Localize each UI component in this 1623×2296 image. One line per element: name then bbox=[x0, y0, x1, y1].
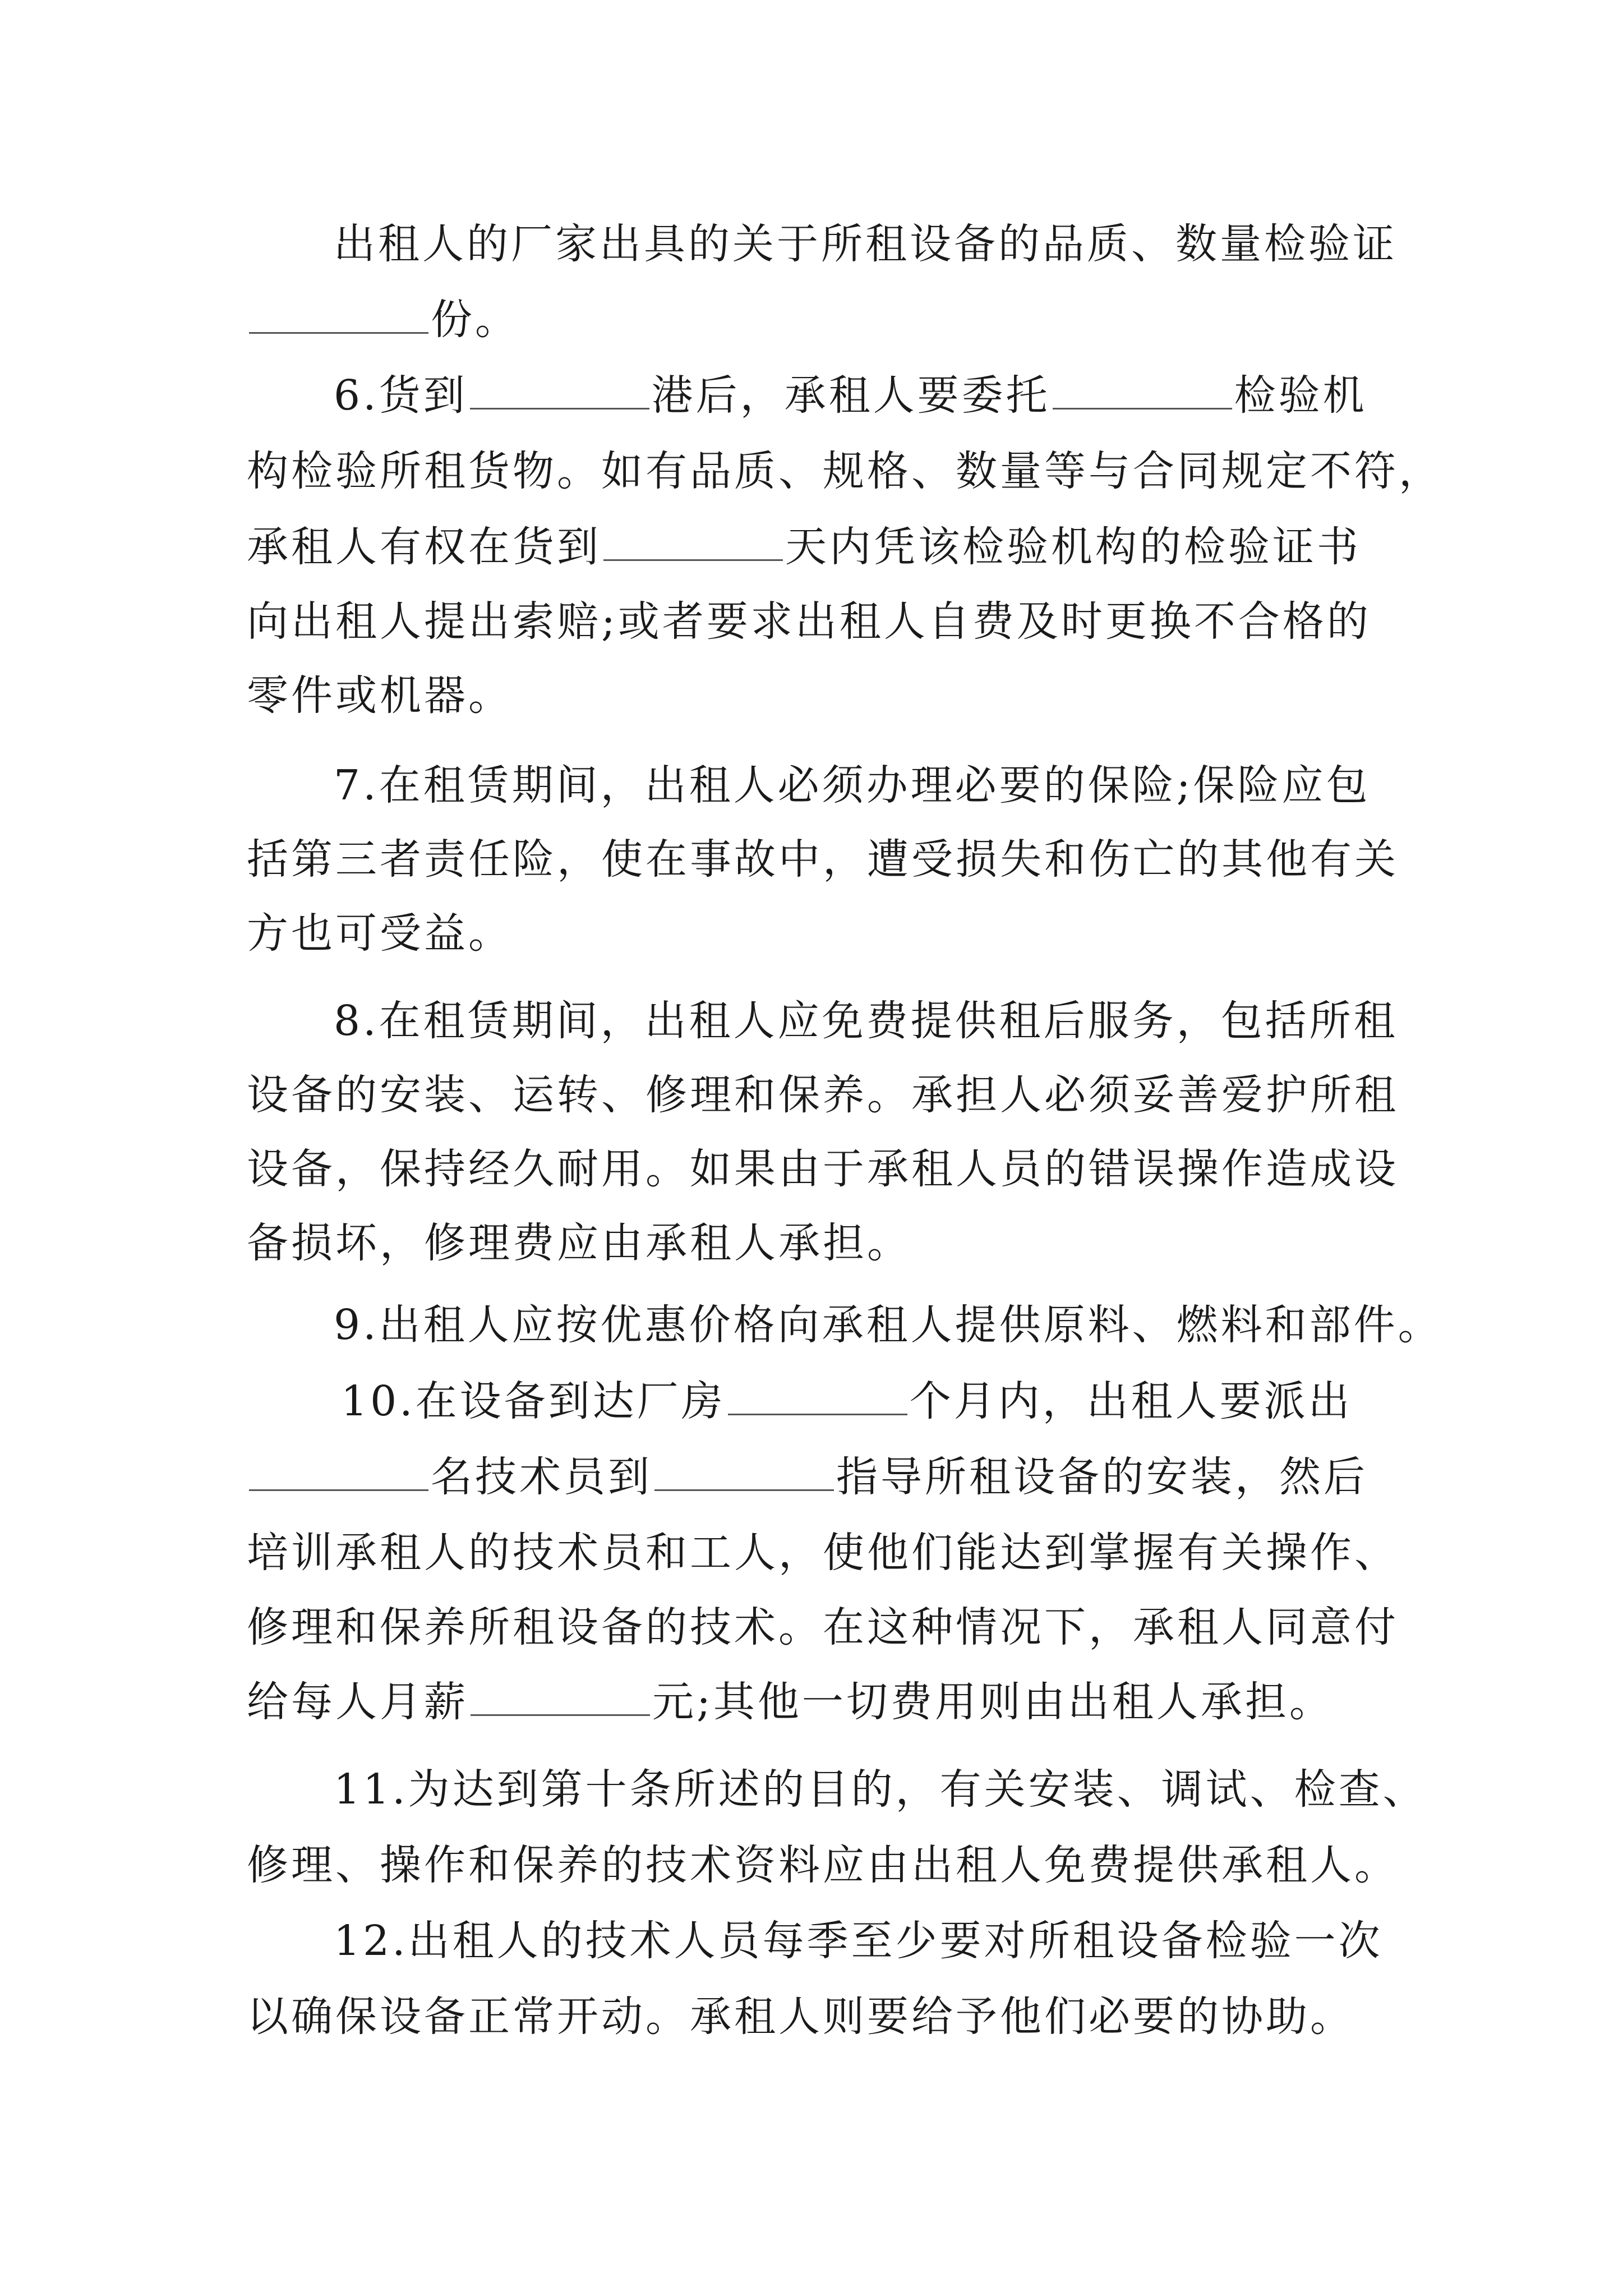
text-line bbox=[247, 1599, 1399, 1655]
text-line bbox=[247, 1215, 1385, 1271]
text-line bbox=[247, 519, 1385, 575]
text-line bbox=[247, 1674, 1385, 1730]
text-segment: 8.在租赁期间，出租人应免费提供租后服务，包括所租 bbox=[334, 997, 1398, 1045]
text-line bbox=[247, 1449, 1385, 1505]
text-line bbox=[334, 757, 1388, 813]
text-line bbox=[334, 993, 1398, 1049]
text-line bbox=[247, 831, 1399, 887]
fill-in-blank bbox=[470, 369, 649, 409]
text-line bbox=[247, 1837, 1399, 1893]
text-segment: 承租人有权在货到 bbox=[247, 523, 601, 571]
text-segment: 修理、操作和保养的技术资料应由出租人免费提供承租人。 bbox=[247, 1841, 1399, 1889]
fill-in-blank bbox=[1053, 369, 1232, 409]
fill-in-blank bbox=[728, 1374, 907, 1415]
text-line bbox=[247, 1989, 1385, 2045]
text-segment: 元;其他一切费用则由出租人承担。 bbox=[652, 1678, 1334, 1726]
text-segment: 零件或机器。 bbox=[247, 671, 513, 720]
text-line bbox=[341, 1373, 1390, 1429]
text-line bbox=[247, 668, 1385, 724]
fill-in-blank bbox=[654, 1450, 834, 1491]
text-segment: 设备，保持经久耐用。如果由于承租人员的错误操作造成设 bbox=[247, 1145, 1399, 1193]
fill-in-blank bbox=[603, 520, 783, 561]
text-segment: 检验机 bbox=[1234, 371, 1367, 420]
text-line bbox=[334, 1913, 1388, 1969]
text-segment: 备损坏，修理费应由承租人承担。 bbox=[247, 1219, 911, 1267]
text-segment: 出租人的厂家出具的关于所租设备的品质、数量检验证 bbox=[334, 220, 1397, 268]
text-segment: 6.货到 bbox=[334, 371, 468, 420]
fill-in-blank bbox=[249, 1450, 428, 1491]
text-line bbox=[247, 1525, 1399, 1581]
text-segment: 方也可受益。 bbox=[247, 909, 513, 958]
text-line bbox=[247, 1067, 1399, 1123]
text-segment: 名技术员到 bbox=[431, 1453, 652, 1501]
text-line bbox=[247, 292, 1385, 348]
text-segment: 份。 bbox=[431, 296, 519, 344]
text-segment: 括第三者责任险，使在事故中，遭受损失和伤亡的其他有关 bbox=[247, 835, 1399, 884]
text-line bbox=[247, 593, 1385, 650]
text-segment: 港后，承租人要委托 bbox=[651, 371, 1050, 420]
text-segment: 设备的安装、运转、修理和保养。承担人必须妥善爱护所租 bbox=[247, 1071, 1399, 1119]
text-segment: 修理和保养所租设备的技术。在这种情况下，承租人同意付 bbox=[247, 1603, 1399, 1651]
text-line bbox=[247, 443, 1443, 499]
text-segment: 12.出租人的技术人员每季至少要对所租设备检验一次 bbox=[334, 1917, 1383, 1965]
text-segment: 构检验所租货物。如有品质、规格、数量等与合同规定不符， bbox=[247, 447, 1443, 495]
text-segment: 向出租人提出索赔;或者要求出租人自费及时更换不合格的 bbox=[247, 597, 1371, 646]
text-line bbox=[334, 1761, 1427, 1818]
text-segment: 11.为达到第十条所述的目的，有关安装、调试、检查、 bbox=[334, 1765, 1427, 1814]
text-line bbox=[334, 216, 1397, 272]
fill-in-blank bbox=[471, 1675, 650, 1716]
text-segment: 指导所租设备的安装，然后 bbox=[836, 1453, 1368, 1501]
text-segment: 天内凭该检验机构的检验证书 bbox=[785, 523, 1361, 571]
text-segment: 9.出租人应按优惠价格向承租人提供原料、燃料和部件。 bbox=[334, 1301, 1442, 1349]
text-line bbox=[247, 905, 1385, 961]
text-line bbox=[334, 1297, 1442, 1353]
text-segment: 给每人月薪 bbox=[247, 1678, 468, 1726]
text-segment: 10.在设备到达厂房 bbox=[341, 1377, 726, 1425]
text-segment: 培训承租人的技术员和工人，使他们能达到掌握有关操作、 bbox=[247, 1529, 1399, 1577]
fill-in-blank bbox=[249, 293, 428, 334]
text-line bbox=[247, 1141, 1399, 1197]
text-segment: 以确保设备正常开动。承租人则要给予他们必要的协助。 bbox=[247, 1993, 1354, 2041]
text-segment: 个月内，出租人要派出 bbox=[909, 1377, 1353, 1425]
text-line bbox=[334, 367, 1388, 424]
text-segment: 7.在租赁期间，出租人必须办理必要的保险;保险应包 bbox=[334, 761, 1371, 809]
